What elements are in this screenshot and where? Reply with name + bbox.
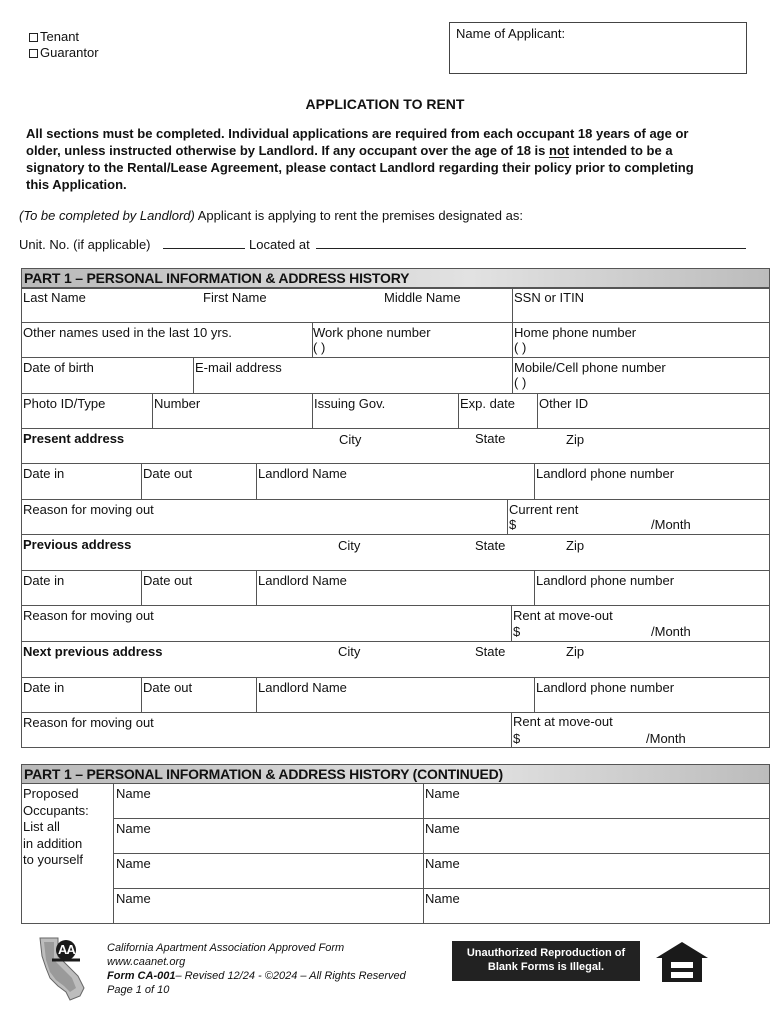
intro-line-4: this Application. [26, 177, 127, 192]
previous-city-label: City [338, 538, 361, 553]
equal-housing-icon [654, 940, 710, 984]
page-number: Page 1 of 10 [107, 984, 170, 996]
occupants-line: List all [23, 819, 60, 834]
row-divider [21, 428, 770, 429]
present-zip-label: Zip [566, 432, 585, 447]
present-reason-label: Reason for moving out [23, 502, 154, 517]
col-divider [534, 463, 535, 499]
next-previous-rent-label: Rent at move-out [513, 714, 613, 729]
occupants-line: in addition [23, 835, 83, 851]
col-divider [141, 570, 142, 605]
landlord-note-text: Applicant is applying to rent the premises designated as: [197, 208, 523, 223]
approved-form-text: California Apartment Association Approved Form [107, 942, 345, 954]
part1-continued-heading: PART 1 – PERSONAL INFORMATION & ADDRESS HISTORY (CONTINUED) [24, 766, 504, 782]
present-landlord-name-label: Landlord Name [258, 466, 347, 481]
row-divider [113, 853, 770, 854]
mobile-phone-paren: ( ) [514, 375, 527, 390]
guarantor-option[interactable] [29, 45, 99, 60]
present-address-label: Present address [23, 431, 125, 446]
previous-date-in-label: Date in [23, 573, 65, 588]
col-divider [512, 322, 513, 393]
part1-heading-band [21, 268, 770, 288]
present-date-out-label: Date out [143, 466, 193, 481]
located-at-field[interactable] [316, 248, 746, 249]
email-label: E-mail address [195, 360, 282, 375]
part1-continued-heading-band [21, 764, 770, 784]
form-id: Form CA-001 [107, 970, 176, 982]
previous-zip-label: Zip [566, 538, 585, 553]
col-divider [534, 570, 535, 605]
next-previous-rent-dollar: $ [513, 731, 521, 746]
previous-rent-dollar: $ [513, 624, 521, 639]
part1-heading: PART 1 – PERSONAL INFORMATION & ADDRESS HISTORY [24, 270, 410, 286]
row-divider [21, 463, 770, 464]
intro-line-2-start: older, unless instructed otherwise by Landlord. If any occupant over the age of 18 is [26, 143, 546, 158]
col-divider [193, 357, 194, 393]
caa-logo [34, 934, 98, 1004]
col-divider [537, 393, 538, 428]
next-previous-rent-month: /Month [646, 731, 686, 746]
previous-rent-label: Rent at move-out [513, 608, 613, 623]
occupant-name-label: Name [116, 856, 151, 871]
current-rent-label: Current rent [509, 502, 579, 517]
middle-name-label: Middle Name [384, 290, 461, 305]
id-number-label: Number [154, 396, 201, 411]
landlord-note-italic: (To be completed by Landlord) [19, 208, 195, 223]
intro-line-2 [26, 142, 694, 159]
home-phone-label: Home phone number [514, 325, 637, 340]
next-previous-city-label: City [338, 644, 361, 659]
row-divider [21, 393, 770, 394]
guarantor-checkbox[interactable] [29, 49, 38, 58]
intro-paragraph [26, 125, 694, 193]
col-divider [312, 393, 313, 428]
row-divider [21, 641, 770, 642]
occupants-line: Proposed [23, 786, 79, 801]
occupant-name-label: Name [425, 821, 460, 836]
present-date-in-label: Date in [23, 466, 65, 481]
photo-id-label: Photo ID/Type [23, 396, 106, 411]
footer-info [107, 941, 406, 997]
first-name-label: First Name [203, 290, 267, 305]
issuing-gov-label: Issuing Gov. [314, 396, 386, 411]
previous-landlord-phone-label: Landlord phone number [536, 573, 675, 588]
located-at-label: Located at [249, 237, 310, 252]
next-previous-reason-label: Reason for moving out [23, 715, 154, 730]
row-divider [21, 534, 770, 535]
col-divider [113, 784, 114, 924]
tenant-option[interactable] [29, 29, 79, 44]
row-divider [21, 570, 770, 571]
intro-not-emphasis: not [549, 143, 570, 158]
intro-line-2-end: intended to be a [572, 143, 673, 158]
col-divider [141, 463, 142, 499]
warning-line-1: Unauthorized Reproduction of [466, 947, 626, 959]
previous-rent-month: /Month [651, 624, 691, 639]
current-rent-month: /Month [651, 517, 691, 532]
row-divider [21, 322, 770, 323]
reproduction-warning-badge [452, 941, 640, 981]
present-landlord-phone-label: Landlord phone number [536, 466, 675, 481]
other-id-label: Other ID [539, 396, 589, 411]
occupant-name-label: Name [425, 891, 460, 906]
row-divider [21, 499, 770, 500]
col-divider [534, 677, 535, 712]
col-divider [152, 393, 153, 428]
next-previous-landlord-phone-label: Landlord phone number [536, 680, 675, 695]
col-divider [511, 605, 512, 641]
occupant-name-label: Name [425, 786, 460, 801]
unit-number-label: Unit. No. (if applicable) [19, 237, 151, 252]
previous-landlord-name-label: Landlord Name [258, 573, 347, 588]
dob-label: Date of birth [23, 360, 94, 375]
work-phone-paren: ( ) [313, 340, 326, 355]
previous-state-label: State [475, 538, 506, 553]
row-divider [21, 357, 770, 358]
guarantor-label: Guarantor [40, 45, 99, 60]
row-divider [113, 818, 770, 819]
occupants-line: to yourself [23, 852, 83, 867]
exp-date-label: Exp. date [460, 396, 515, 411]
work-phone-label: Work phone number [313, 325, 431, 340]
other-names-label: Other names used in the last 10 yrs. [23, 325, 232, 340]
warning-line-2: Blank Forms is Illegal. [487, 961, 605, 973]
mobile-phone-label: Mobile/Cell phone number [514, 360, 666, 375]
intro-line-3: signatory to the Rental/Lease Agreement, please contact Landlord regarding their policy prior to completing [26, 160, 694, 175]
next-previous-zip-label: Zip [566, 644, 585, 659]
website-link[interactable]: www.caanet.org [107, 956, 186, 968]
col-divider [141, 677, 142, 712]
current-rent-dollar: $ [509, 517, 517, 532]
col-divider [507, 499, 508, 534]
form-id-line [107, 969, 406, 983]
next-previous-date-in-label: Date in [23, 680, 65, 695]
tenant-checkbox[interactable] [29, 33, 38, 42]
occupant-name-label: Name [116, 786, 151, 801]
home-phone-paren: ( ) [514, 340, 527, 355]
last-name-label: Last Name [23, 290, 86, 305]
unit-number-field[interactable] [163, 248, 245, 249]
occupant-name-label: Name [116, 891, 151, 906]
row-divider [21, 712, 770, 713]
row-divider [113, 888, 770, 889]
previous-address-label: Previous address [23, 537, 132, 552]
previous-date-out-label: Date out [143, 573, 193, 588]
col-divider [511, 712, 512, 748]
page-title: APPLICATION TO RENT [305, 96, 465, 112]
row-divider [21, 605, 770, 606]
form-revision: – Revised 12/24 - ©2024 – All Rights Reserved [175, 970, 406, 982]
col-divider [423, 784, 424, 924]
next-previous-date-out-label: Date out [143, 680, 193, 695]
logo-text: AA [58, 942, 75, 957]
tenant-label: Tenant [40, 29, 80, 44]
next-previous-state-label: State [475, 644, 506, 659]
col-divider [512, 288, 513, 322]
col-divider [256, 570, 257, 605]
previous-reason-label: Reason for moving out [23, 608, 154, 623]
next-previous-landlord-name-label: Landlord Name [258, 680, 347, 695]
applicant-name-label: Name of Applicant: [456, 26, 566, 41]
ssn-label: SSN or ITIN [514, 290, 585, 305]
applicant-name-field[interactable] [449, 22, 747, 74]
present-state-label: State [475, 431, 506, 446]
landlord-note [19, 208, 523, 223]
next-previous-address-label: Next previous address [23, 644, 163, 659]
occupant-name-label: Name [116, 821, 151, 836]
col-divider [458, 393, 459, 428]
col-divider [256, 463, 257, 499]
present-city-label: City [339, 432, 362, 447]
proposed-occupants-label [23, 786, 89, 869]
intro-line-1: All sections must be completed. Individual applications are required from each occupant 18 years of age or [26, 126, 689, 141]
occupants-line: Occupants: [23, 802, 89, 818]
occupant-name-label: Name [425, 856, 460, 871]
row-divider [21, 677, 770, 678]
col-divider [256, 677, 257, 712]
